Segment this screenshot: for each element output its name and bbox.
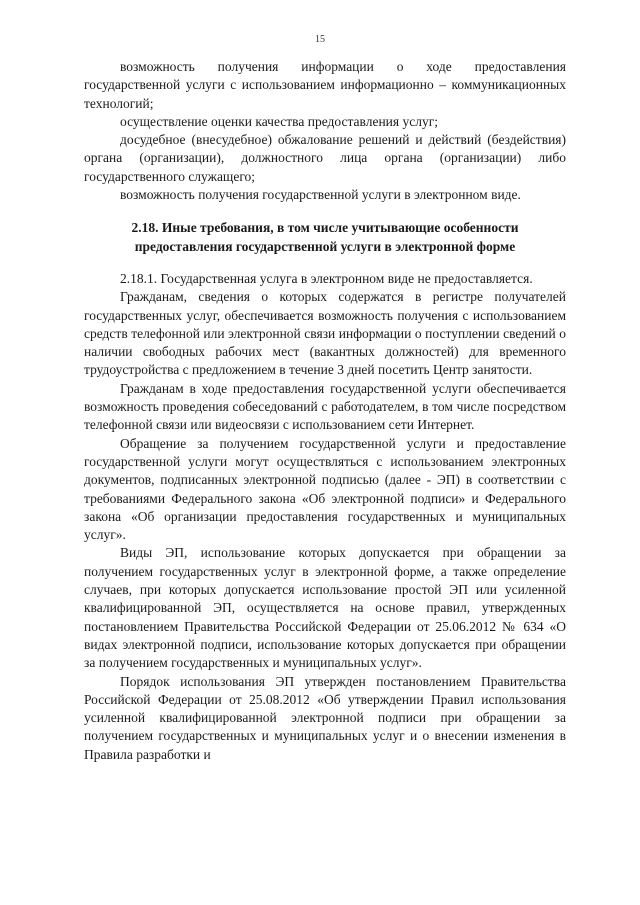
intro-item-electronic: возможность получения государственной услуги в электронном виде. <box>120 187 521 203</box>
paragraph-signature-types: Виды ЭП, использование которых допускается при обращении за получением государственных услуг в электронной форме, а также определение случаев, при которых допускается использование простой ЭП или усиленной квалифицированной ЭП, осуществляется на основе правил, утвержденных постановлением Правительства Российской Федерации от 25.06.2012 № 634 «О видах электронной подписи, использование которых допускается при обращении за получением государственных и муниципальных услуг». <box>84 545 566 671</box>
intro-item-info: возможность получения информации о ходе предоставления государственной услуги с использованием информационно – коммуникационных технологий; <box>84 59 566 111</box>
section-heading-block <box>84 218 566 256</box>
paragraph-register: Гражданам, сведения о которых содержатся в регистре получателей государственных услуг, обеспечивается возможность получения с использованием средств телефонной или электронной связи информации о поступлении сведений о наличии свободных рабочих мест (вакантных должностей) для временного трудоустройства с предложением в течение 3 дней посетить Центр занятости. <box>84 289 566 378</box>
intro-item-appeal: досудебное (внесудебное) обжалование решений и действий (бездействия) органа (организации), должностного лица органа (организации) либо государственного служащего; <box>84 132 566 184</box>
intro-list <box>84 58 566 204</box>
intro-item-quality: осуществление оценки качества предоставления услуг; <box>120 113 439 129</box>
section-body <box>84 270 566 764</box>
section-heading: 2.18. Иные требования, в том числе учитывающие особенности предоставления государственной услуги в электронной форме <box>131 220 519 254</box>
paragraph-signature-procedure: Порядок использования ЭП утвержден постановлением Правительства Российской Федерации от 25.08.2012 «Об утверждении Правил использования усиленной квалифицированной электронной подписи при обращении за получением государственных и муниципальных услуг и о внесении изменения в Правила разработки и <box>84 673 566 762</box>
paragraph-not-provided: 2.18.1. Государственная услуга в электронном виде не предоставляется. <box>120 271 533 286</box>
paragraph-electronic-documents: Обращение за получением государственной услуги и предоставление государственной услуги могут осуществляться с использованием электронных документов, подписанных электронной подписью (далее - ЭП) в соответствии с требованиями Федерального закона «Об электронной подписи» и Федерального закона «Об организации предоставления государственных и муниципальных услуг». <box>84 435 566 543</box>
page-number: 15 <box>315 34 325 45</box>
paragraph-interviews: Гражданам в ходе предоставления государственной услуги обеспечивается возможность проведения собеседований с работодателем, в том числе посредством телефонной связи или видеосвязи с использованием сети Интернет. <box>84 380 566 433</box>
